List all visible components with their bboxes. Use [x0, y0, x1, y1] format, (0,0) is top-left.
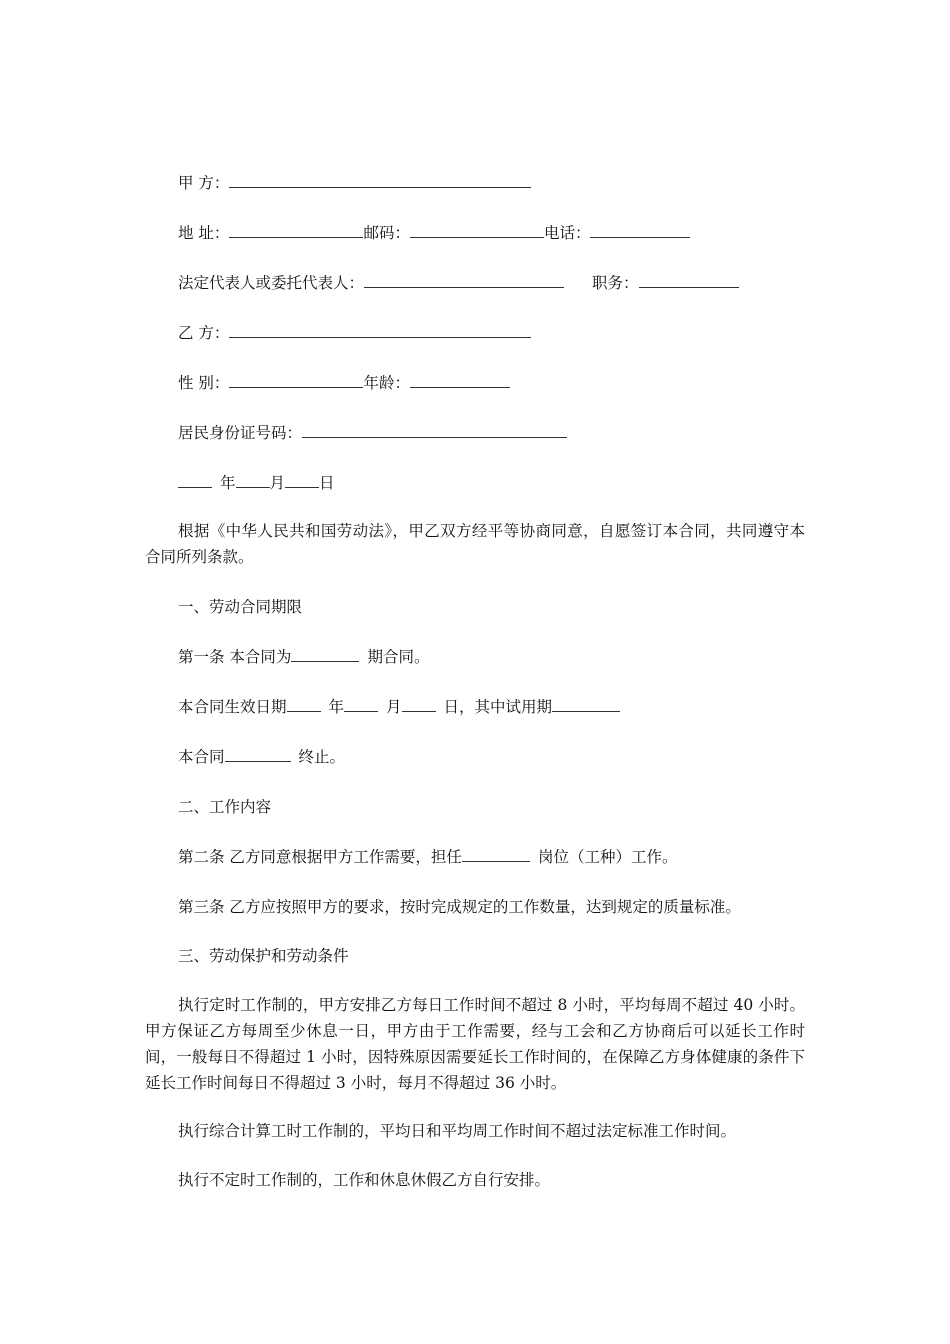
contract-type-blank [291, 647, 359, 662]
age-label: 年龄： [363, 374, 410, 392]
gender-blank [229, 373, 363, 388]
section1-heading: 一、劳动合同期限 [178, 598, 303, 616]
contract-end-suffix: 终止。 [298, 748, 346, 766]
sign-month-blank [236, 473, 270, 488]
effective-date-label: 本合同生效日期 [178, 698, 287, 716]
sign-date-line [178, 473, 335, 493]
address-blank [229, 223, 363, 238]
phone-label: 电话： [543, 224, 591, 242]
phone-blank [590, 223, 690, 238]
contract-end-blank [225, 747, 291, 762]
sign-day-label: 日 [319, 474, 335, 492]
party-a-label: 甲 方： [178, 174, 230, 192]
effective-year-label: 年 [328, 698, 345, 716]
gender-line [178, 373, 510, 393]
gender-label: 性 别： [178, 374, 230, 392]
party-b-label: 乙 方： [178, 324, 230, 342]
section3-paragraph-2: 执行综合计算工时工作制的，平均日和平均周工作时间不超过法定标准工作时间。 [178, 1122, 737, 1140]
address-label: 地 址： [178, 224, 230, 242]
contract-end-line [178, 747, 345, 767]
id-number-line [178, 423, 567, 443]
id-number-blank [302, 423, 567, 438]
position-blank [639, 273, 739, 288]
id-number-label: 居民身份证号码： [178, 424, 303, 442]
sign-month-label: 月 [269, 474, 286, 492]
article1-text: 第一条 本合同为 [178, 648, 292, 666]
article1-line [178, 647, 429, 667]
section3-heading: 三、劳动保护和劳动条件 [178, 947, 349, 965]
address-line [178, 223, 690, 243]
sign-year-blank [178, 473, 212, 488]
article3-line: 第三条 乙方应按照甲方的要求，按时完成规定的工作数量，达到规定的质量标准。 [178, 898, 741, 916]
article2-suffix: 岗位（工种）工作。 [537, 848, 678, 866]
sign-day-blank [285, 473, 319, 488]
section2-heading: 二、工作内容 [178, 798, 272, 816]
section3-paragraph-1: 执行定时工作制的，甲方安排乙方每日工作时间不超过 8 小时，平均每周不超过 40 小时。甲方保证乙方每周至少休息一日，甲方由于工作需要，经与工会和乙方协商后可以延长工作时间，一般每日不得超过 1 小时，因特殊原因需要延长工作时间的，在保障乙方身体健康的条件下延长工作时间每日不得超过 3 小时，每月不得超过 36 小时。 [145, 996, 805, 1092]
probation-label: 日，其中试用期 [443, 698, 553, 716]
effective-day-blank [402, 697, 436, 712]
representative-blank [364, 273, 564, 288]
postcode-blank [410, 223, 544, 238]
effective-year-blank [287, 697, 321, 712]
sign-year-label: 年 [220, 474, 236, 492]
position-label: 职务： [592, 274, 639, 292]
effective-month-label: 月 [386, 698, 402, 716]
party-b-blank [229, 323, 531, 338]
probation-blank [552, 697, 620, 712]
article2-text: 第二条 乙方同意根据甲方工作需要，担任 [178, 848, 462, 866]
party-a-line [178, 173, 531, 193]
article2-line [178, 847, 677, 867]
representative-line [178, 273, 739, 293]
effective-date-line [178, 697, 620, 717]
party-a-blank [229, 173, 531, 188]
effective-month-blank [344, 697, 378, 712]
party-b-line [178, 323, 531, 343]
age-blank [410, 373, 510, 388]
contract-end-label: 本合同 [178, 748, 225, 766]
section3-paragraph-3: 执行不定时工作制的，工作和休息休假乙方自行安排。 [178, 1171, 551, 1189]
postcode-label: 邮码： [363, 224, 410, 242]
article1-suffix: 期合同。 [367, 648, 430, 666]
intro-paragraph: 根据《中华人民共和国劳动法》，甲乙双方经平等协商同意，自愿签订本合同，共同遵守本合同所列条款。 [145, 522, 805, 566]
post-blank [462, 847, 530, 862]
representative-label: 法定代表人或委托代表人： [178, 274, 365, 292]
